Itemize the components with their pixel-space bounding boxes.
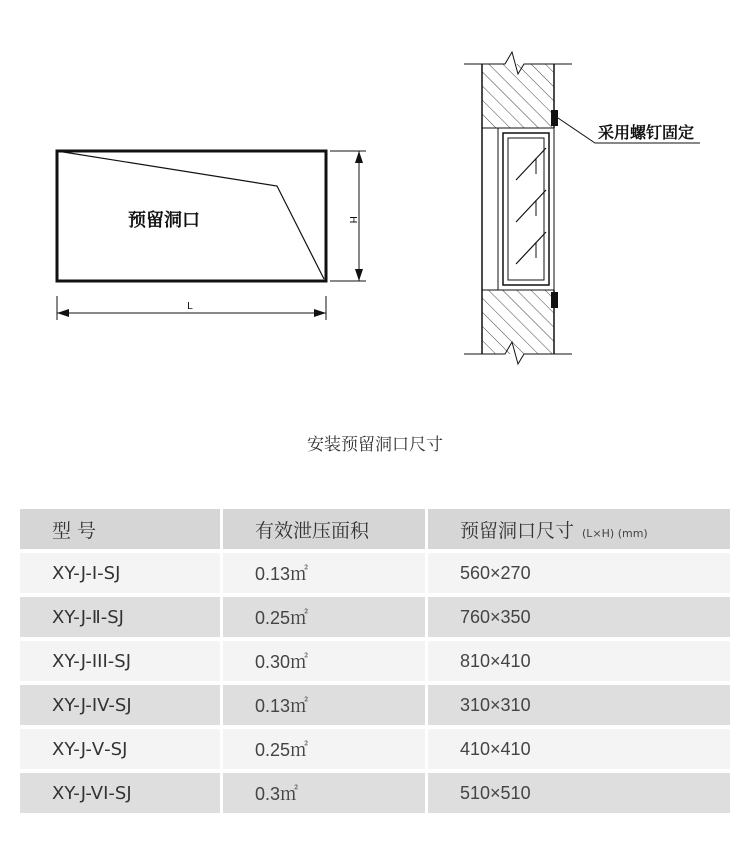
cell-model: XY-J-Ⅴ-SJ bbox=[20, 729, 220, 769]
opening-label: 预留洞口 bbox=[128, 210, 200, 231]
cell-area: 0.25㎡ bbox=[220, 729, 425, 769]
cell-size: 310×310 bbox=[425, 685, 730, 725]
wall-section-view bbox=[464, 52, 700, 364]
cell-area: 0.30㎡ bbox=[220, 641, 425, 681]
table-header-row bbox=[20, 509, 730, 549]
cell-model: XY-J-Ⅱ-SJ bbox=[20, 597, 220, 637]
cell-size: 410×410 bbox=[425, 729, 730, 769]
table-row bbox=[20, 729, 730, 769]
table-row bbox=[20, 597, 730, 637]
cell-area: 0.25㎡ bbox=[220, 597, 425, 637]
table-row bbox=[20, 685, 730, 725]
cell-size: 760×350 bbox=[425, 597, 730, 637]
dimension-h bbox=[330, 151, 366, 281]
spec-table bbox=[20, 505, 730, 817]
cell-area: 0.13㎡ bbox=[220, 553, 425, 593]
figure-caption: 安装预留洞口尺寸 bbox=[307, 435, 443, 455]
cell-model: XY-J-III-SJ bbox=[20, 641, 220, 681]
cell-area: 0.13㎡ bbox=[220, 685, 425, 725]
fix-label: 采用螺钉固定 bbox=[598, 123, 695, 142]
table-row bbox=[20, 773, 730, 813]
table-row bbox=[20, 553, 730, 593]
header-area: 有效泄压面积 bbox=[220, 509, 425, 549]
opening-front-view bbox=[57, 151, 366, 320]
header-size-unit: (L×H) (mm) bbox=[582, 526, 648, 540]
cell-model: XY-J-Ⅰ-SJ bbox=[20, 553, 220, 593]
cell-area: 0.3㎡ bbox=[220, 773, 425, 813]
dimension-l bbox=[57, 296, 326, 320]
cell-size: 810×410 bbox=[425, 641, 730, 681]
dim-l-label: L bbox=[187, 301, 193, 312]
cell-size: 510×510 bbox=[425, 773, 730, 813]
cell-size: 560×270 bbox=[425, 553, 730, 593]
table-row bbox=[20, 641, 730, 681]
header-size: 预留洞口尺寸 (L×H) (mm) bbox=[425, 509, 730, 549]
installation-drawing bbox=[0, 0, 750, 400]
header-model: 型 号 bbox=[20, 509, 220, 549]
cell-model: XY-J-IV-SJ bbox=[20, 685, 220, 725]
dim-h-label: H bbox=[347, 216, 358, 224]
cell-model: XY-J-VI-SJ bbox=[20, 773, 220, 813]
